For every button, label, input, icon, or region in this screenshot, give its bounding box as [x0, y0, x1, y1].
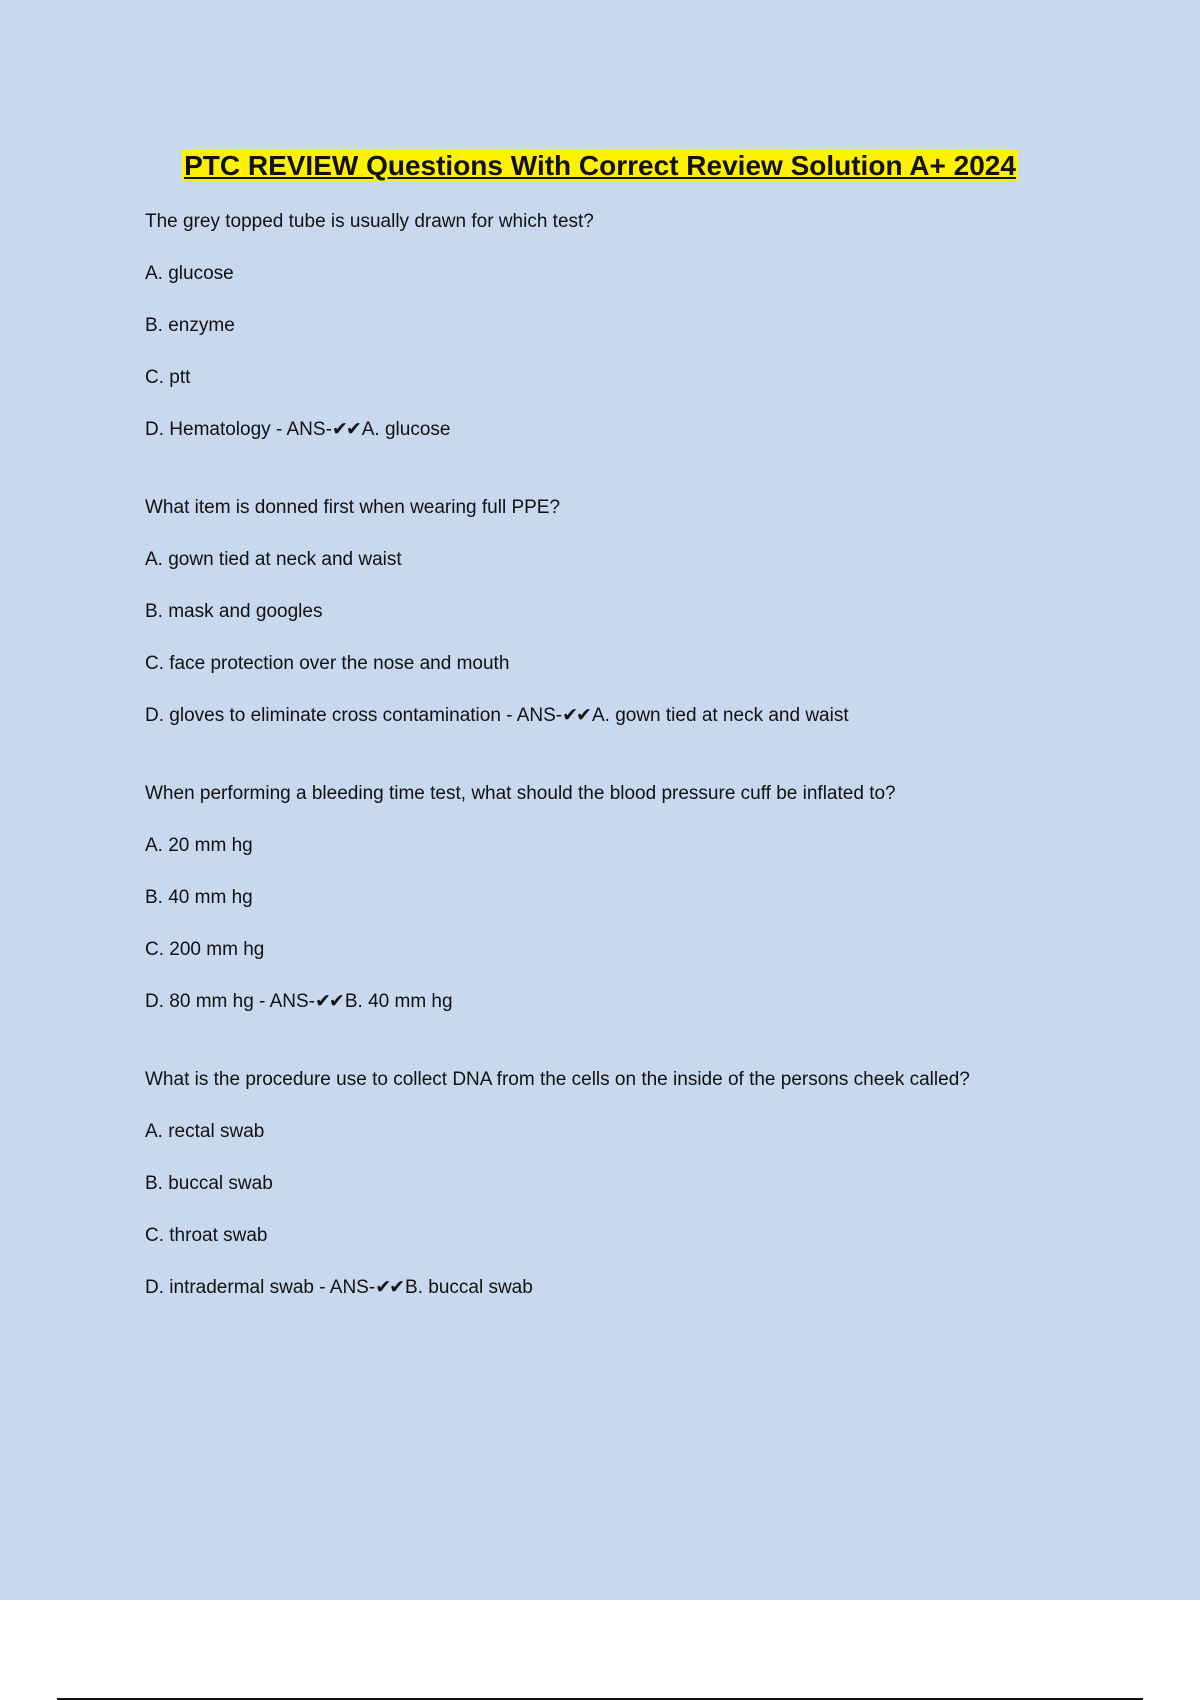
- checkmark-icon: ✔✔: [375, 1277, 404, 1298]
- option-c: C. 200 mm hg: [145, 939, 265, 960]
- question-4: [145, 1066, 1055, 1302]
- option-b: B. 40 mm hg: [145, 887, 253, 908]
- question-3: [145, 780, 1055, 1016]
- checkmark-icon: ✔✔: [562, 705, 590, 726]
- document-content: [145, 146, 1055, 1352]
- answer-text: A. glucose: [361, 419, 451, 440]
- answer-text: A. gown tied at neck and waist: [591, 705, 849, 726]
- option-a: A. gown tied at neck and waist: [145, 549, 402, 570]
- option-b: B. buccal swab: [145, 1173, 273, 1194]
- option-c: C. face protection over the nose and mouth: [145, 653, 510, 674]
- option-d-with-answer: [145, 702, 1055, 730]
- option-d-text: D. 80 mm hg - ANS-: [145, 991, 315, 1012]
- document-title-text: PTC REVIEW Questions With Correct Review Solution A+ 2024: [184, 150, 1016, 181]
- question-1: [145, 208, 1055, 444]
- document-title: [145, 146, 1055, 186]
- question-text: When performing a bleeding time test, what should the blood pressure cuff be inflated to?: [145, 783, 896, 804]
- checkmark-icon: ✔✔: [315, 991, 343, 1012]
- checkmark-icon: ✔✔: [331, 419, 360, 440]
- option-d-text: D. gloves to eliminate cross contamination - ANS-: [145, 705, 563, 726]
- option-a: A. 20 mm hg: [145, 835, 253, 856]
- option-d-with-answer: [145, 416, 1055, 444]
- question-text: What item is donned first when wearing full PPE?: [145, 497, 561, 518]
- question-text: What is the procedure use to collect DNA from the cells on the inside of the persons cheek called?: [145, 1069, 970, 1090]
- option-d-text: D. Hematology - ANS-: [145, 419, 332, 440]
- answer-text: B. 40 mm hg: [344, 991, 453, 1012]
- option-b: B. enzyme: [145, 315, 235, 336]
- option-d-with-answer: [145, 988, 1055, 1016]
- option-d-with-answer: [145, 1274, 1055, 1302]
- question-2: [145, 494, 1055, 730]
- option-a: A. rectal swab: [145, 1121, 265, 1142]
- option-b: B. mask and googles: [145, 601, 323, 622]
- option-a: A. glucose: [145, 263, 234, 284]
- option-c: C. throat swab: [145, 1225, 268, 1246]
- question-text: The grey topped tube is usually drawn for which test?: [145, 211, 594, 232]
- answer-text: B. buccal swab: [405, 1277, 533, 1298]
- option-d-text: D. intradermal swab - ANS-: [145, 1277, 376, 1298]
- option-c: C. ptt: [145, 367, 191, 388]
